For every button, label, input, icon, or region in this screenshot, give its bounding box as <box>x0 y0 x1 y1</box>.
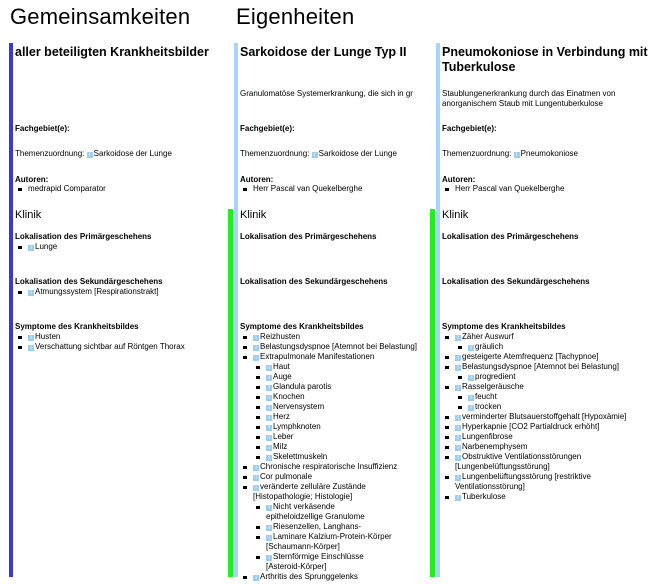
column-title: Sarkoidose der Lunge Typ II <box>240 45 407 59</box>
list-item[interactable] <box>442 352 658 362</box>
info-link-icon[interactable]: i <box>266 395 272 401</box>
autoren-list <box>15 184 225 194</box>
list-item-link[interactable]: Reizhusten <box>260 332 301 341</box>
list-item-link[interactable]: Arthritis des Sprunggelenks <box>260 572 358 581</box>
info-link-icon[interactable]: i <box>87 152 93 158</box>
fachgebiet-label: Fachgebiet(e): <box>442 124 497 133</box>
klinik-heading: Klinik <box>442 209 469 221</box>
info-link-icon[interactable]: i <box>266 555 272 561</box>
list-item-link[interactable]: Glandula parotis <box>273 382 332 391</box>
info-link-icon[interactable]: i <box>312 152 318 158</box>
list-item-link[interactable]: Belastungsdyspnoe [Atemnot bei Belastung] <box>260 342 417 351</box>
list-item[interactable] <box>240 332 428 342</box>
list-item-link[interactable]: Haut <box>273 362 290 371</box>
sekundaer-label: Lokalisation des Sekundärgeschehens <box>240 277 388 286</box>
list-item[interactable] <box>442 472 610 492</box>
column-description: Granulomatöse Systemerkrankung, die sich in gr <box>240 89 413 98</box>
list-item-link[interactable]: Tuberkulose <box>462 492 506 501</box>
list-item-link[interactable]: Milz <box>273 442 288 451</box>
info-link-icon[interactable]: i <box>455 365 461 371</box>
themenzuordnung-link[interactable]: Sarkoidose der Lunge <box>93 149 172 158</box>
list-item[interactable] <box>15 242 225 252</box>
info-link-icon[interactable]: i <box>468 375 474 381</box>
list-item-link[interactable]: Knochen <box>273 392 305 401</box>
info-link-icon[interactable]: i <box>266 525 272 531</box>
list-item[interactable] <box>240 472 428 482</box>
klinik-heading: Klinik <box>15 209 42 221</box>
symptome-list <box>442 332 658 502</box>
list-item-link[interactable]: Rasselgeräusche <box>462 382 524 391</box>
list-item[interactable] <box>442 362 658 382</box>
info-link-icon[interactable]: i <box>468 405 474 411</box>
column-pneumokoniose <box>442 44 658 577</box>
primaer-label: Lokalisation des Primärgeschehens <box>15 232 152 241</box>
info-link-icon[interactable]: i <box>455 335 461 341</box>
info-link-icon[interactable]: i <box>266 445 272 451</box>
info-link-icon[interactable]: i <box>514 152 520 158</box>
list-item-link[interactable]: Narbenemphysem <box>462 442 528 451</box>
common-column-bar <box>9 43 13 577</box>
heading-eigenheiten: Eigenheiten <box>236 4 355 29</box>
column-sarkoidose <box>240 44 428 581</box>
author-item: Herr Pascal van Quekelberghe <box>442 184 652 194</box>
list-item[interactable] <box>15 287 225 297</box>
info-link-icon[interactable]: i <box>455 455 461 461</box>
symptome-list <box>15 332 225 352</box>
list-item[interactable] <box>253 372 428 382</box>
info-link-icon[interactable]: i <box>266 415 272 421</box>
list-item-link[interactable]: Lymphknoten <box>273 422 321 431</box>
themenzuordnung <box>442 149 578 159</box>
info-link-icon[interactable]: i <box>266 365 272 371</box>
info-link-icon[interactable]: i <box>28 335 34 341</box>
autoren-list <box>240 184 428 194</box>
info-link-icon[interactable]: i <box>455 475 461 481</box>
list-item[interactable] <box>253 382 428 392</box>
info-link-icon[interactable]: i <box>253 575 259 581</box>
list-item-link[interactable]: trocken <box>475 402 502 411</box>
list-item[interactable] <box>240 342 428 352</box>
info-link-icon[interactable]: i <box>455 415 461 421</box>
primaer-label: Lokalisation des Primärgeschehens <box>240 232 377 241</box>
list-item-link[interactable]: Herz <box>273 412 290 421</box>
info-link-icon[interactable]: i <box>266 375 272 381</box>
autoren-label: Autoren: <box>15 175 49 184</box>
fachgebiet-label: Fachgebiet(e): <box>240 124 295 133</box>
info-link-icon[interactable]: i <box>266 535 272 541</box>
list-item[interactable] <box>442 422 658 432</box>
list-item[interactable] <box>455 372 658 382</box>
fachgebiet-label: Fachgebiet(e): <box>15 124 70 133</box>
list-item-link[interactable]: verminderter Blutsauerstoffgehalt [Hypoxämie] <box>462 412 627 421</box>
list-item-link[interactable]: Belastungsdyspnoe [Atemnot bei Belastung] <box>462 362 619 371</box>
list-item[interactable] <box>253 392 428 402</box>
info-link-icon[interactable]: i <box>253 345 259 351</box>
sekundaer-label: Lokalisation des Sekundärgeschehens <box>15 277 163 286</box>
list-item[interactable] <box>15 332 225 342</box>
list-item[interactable] <box>442 412 658 422</box>
info-link-icon[interactable]: i <box>266 425 272 431</box>
heading-gemeinsamkeiten: Gemeinsamkeiten <box>10 4 191 29</box>
list-item-link[interactable]: veränderte zelluläre Zustände [Histopathologie; Histologie] <box>253 482 366 501</box>
themenzuordnung-label: Themenzuordnung: <box>240 149 310 158</box>
list-item-link[interactable]: Verschattung sichtbar auf Röntgen Thorax <box>35 342 185 351</box>
info-link-icon[interactable]: i <box>253 335 259 341</box>
column-common <box>15 44 225 577</box>
list-item-link[interactable]: Sternförmige Einschlüsse [Asteroid-Körper] <box>266 552 364 571</box>
list-item-link[interactable]: Riesenzellen, Langhans- <box>273 522 362 531</box>
autoren-label: Autoren: <box>240 175 274 184</box>
list-item[interactable] <box>15 342 225 352</box>
klinik-heading: Klinik <box>240 209 267 221</box>
sekundaer-list <box>15 287 225 297</box>
list-item[interactable] <box>455 392 658 402</box>
list-item[interactable] <box>253 502 391 522</box>
info-link-icon[interactable]: i <box>266 455 272 461</box>
info-link-icon[interactable]: i <box>455 495 461 501</box>
list-item[interactable] <box>442 382 658 412</box>
list-item[interactable] <box>253 522 403 532</box>
list-item[interactable] <box>253 402 428 412</box>
list-item[interactable] <box>455 402 658 412</box>
themenzuordnung-label: Themenzuordnung: <box>442 149 512 158</box>
sekundaer-label: Lokalisation des Sekundärgeschehens <box>442 277 590 286</box>
specific-column-bar-right <box>436 43 440 577</box>
list-item-link[interactable]: Laminare Kalzium-Protein-Körper [Schaumann-Körper] <box>266 532 392 551</box>
list-item[interactable] <box>442 492 658 502</box>
list-item[interactable] <box>240 462 428 472</box>
symptome-label: Symptome des Krankheitsbildes <box>15 322 139 331</box>
info-link-icon[interactable]: i <box>253 355 259 361</box>
info-link-icon[interactable]: i <box>253 465 259 471</box>
list-item[interactable] <box>253 532 396 552</box>
list-item-link[interactable]: Lungenbelüftungsstörung [restriktive Ventilationsstörung] <box>455 472 591 491</box>
list-item-link[interactable]: Lungenfibrose <box>462 432 513 441</box>
list-item[interactable] <box>442 332 658 352</box>
info-link-icon[interactable]: i <box>266 435 272 441</box>
list-item[interactable] <box>442 452 610 472</box>
author-item: Herr Pascal van Quekelberghe <box>240 184 428 194</box>
info-link-icon[interactable]: i <box>253 475 259 481</box>
list-item-link[interactable]: Husten <box>35 332 61 341</box>
list-item-link[interactable]: Chronische respiratorische Insuffizienz <box>260 462 398 471</box>
list-item-link[interactable]: Skelettmuskeln <box>273 452 328 461</box>
list-item[interactable] <box>253 432 428 442</box>
info-link-icon[interactable]: i <box>28 245 34 251</box>
info-link-icon[interactable]: i <box>266 505 272 511</box>
column-title: Pneumokoniose in Verbindung mit Tuberkulose <box>442 45 648 74</box>
list-item[interactable] <box>455 342 658 352</box>
info-link-icon[interactable]: i <box>455 425 461 431</box>
specific-column-bar-middle <box>234 43 238 577</box>
info-link-icon[interactable]: i <box>455 435 461 441</box>
list-item[interactable] <box>240 352 428 462</box>
list-item[interactable] <box>253 362 428 372</box>
info-link-icon[interactable]: i <box>468 345 474 351</box>
info-link-icon[interactable]: i <box>468 395 474 401</box>
info-link-icon[interactable]: i <box>253 485 259 491</box>
list-item[interactable] <box>240 482 403 572</box>
autoren-list <box>442 184 652 194</box>
symptome-list <box>240 332 428 582</box>
list-item-link[interactable]: gesteigerte Atemfrequenz [Tachypnoe] <box>462 352 599 361</box>
info-link-icon[interactable]: i <box>266 385 272 391</box>
list-item[interactable] <box>253 442 428 452</box>
list-item[interactable] <box>253 412 428 422</box>
list-item-link[interactable]: Auge <box>273 372 292 381</box>
primaer-list <box>15 242 225 252</box>
list-item-link[interactable]: Zäher Auswurf <box>462 332 514 341</box>
klinik-bar-middle <box>228 209 233 577</box>
info-link-icon[interactable]: i <box>455 355 461 361</box>
list-item-link[interactable]: Cor pulmonale <box>260 472 313 481</box>
list-item-link[interactable]: Obstruktive Ventilationsstörungen [Lungenbelüftungsstörung] <box>455 452 582 471</box>
list-item-link[interactable]: Lunge <box>35 242 58 251</box>
list-item[interactable] <box>240 572 428 582</box>
info-link-icon[interactable]: i <box>455 385 461 391</box>
column-description: Staublungenerkrankung durch das Einatmen von anorganischem Staub mit Lungentuberkulose <box>442 89 616 108</box>
info-link-icon[interactable]: i <box>28 290 34 296</box>
themenzuordnung-link[interactable]: Sarkoidose der Lunge <box>318 149 397 158</box>
list-item[interactable] <box>253 552 396 572</box>
list-item-link[interactable]: progredient <box>475 372 516 381</box>
themenzuordnung <box>15 149 172 159</box>
themenzuordnung-link[interactable]: Pneumokoniose <box>520 149 578 158</box>
info-link-icon[interactable]: i <box>28 345 34 351</box>
list-item-link[interactable]: Atmungssystem [Respirationstrakt] <box>35 287 159 296</box>
list-item-link[interactable]: Leber <box>273 432 294 441</box>
list-item-link[interactable]: Nervensystem <box>273 402 325 411</box>
themenzuordnung <box>240 149 397 159</box>
list-item[interactable] <box>442 442 658 452</box>
list-item-link[interactable]: gräulich <box>475 342 504 351</box>
list-item-link[interactable]: Extrapulmonale Manifestationen <box>260 352 375 361</box>
symptome-label: Symptome des Krankheitsbildes <box>442 322 566 331</box>
klinik-bar-right <box>430 209 435 577</box>
list-item-link[interactable]: Nicht verkäsende epitheloidzellige Granulome <box>266 502 365 521</box>
info-link-icon[interactable]: i <box>455 445 461 451</box>
autoren-label: Autoren: <box>442 175 476 184</box>
symptome-label: Symptome des Krankheitsbildes <box>240 322 364 331</box>
info-link-icon[interactable]: i <box>266 405 272 411</box>
list-item[interactable] <box>442 432 658 442</box>
themenzuordnung-label: Themenzuordnung: <box>15 149 85 158</box>
author-item: medrapid Comparator <box>15 184 225 194</box>
list-item[interactable] <box>253 452 428 462</box>
list-item-link[interactable]: feucht <box>475 392 497 401</box>
list-item[interactable] <box>253 422 428 432</box>
primaer-label: Lokalisation des Primärgeschehens <box>442 232 579 241</box>
column-title: aller beteiligten Krankheitsbilder <box>15 45 209 59</box>
list-item-link[interactable]: Hyperkapnie [CO2 Partialdruck erhöht] <box>462 422 600 431</box>
